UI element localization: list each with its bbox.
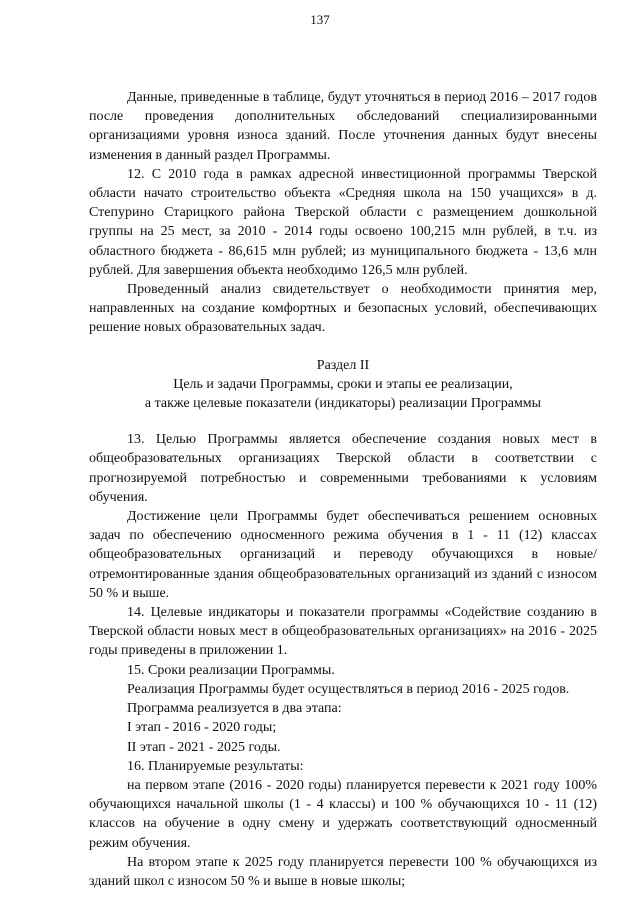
section-number: Раздел II [316, 357, 370, 373]
paragraph-second-stage-results: На втором этапе к 2025 году планируется перевести 100 % обучающихся из зданий школ с износом 50 % и выше в новые школы; [89, 854, 597, 889]
page-number: 137 [310, 12, 330, 27]
paragraph-goal-achievement: Достижение цели Программы будет обеспечиваться решением основных задач по обеспечению односменного режима обучения в 1 - 11 (12) классах общеобразовательных организаций и переводу обучающихся в новые/отремонтированные здания общеобразовательных организаций из зданий с износом 50 % и выше. [89, 509, 597, 601]
section-title-line-1: Цель и задачи Программы, сроки и этапы ее реализации, [173, 376, 513, 392]
paragraph-14-indicators: 14. Целевые индикаторы и показатели программы «Содействие созданию в Тверской области новых мест в общеобразовательных организациях» на 2016 - 2025 годы приведены в приложении 1. [89, 605, 597, 659]
paragraph-implementation-period: Реализация Программы будет осуществляться в период 2016 - 2025 годов. [127, 681, 570, 697]
paragraph-table-update: Данные, приведенные в таблице, будут уточняться в период 2016 – 2017 годов после проведения дополнительных обследований специализированными организациями уровня износа зданий. После уточнения данных будут внесены изменения в данный раздел Программы. [89, 90, 597, 163]
document-body [89, 88, 597, 891]
paragraph-16-results: 16. Планируемые результаты: [127, 758, 304, 774]
section-title-line-2: а также целевые показатели (индикаторы) реализации Программы [144, 396, 542, 412]
paragraph-first-stage-results: на первом этапе (2016 - 2020 годы) планируется перевести к 2021 году 100% обучающихся начальной школы (1 - 4 классы) и 100 % обучающихся 10 - 11 (12) классов на обучение в одну смену и удержать соответствующий односменный режим обучения. [89, 777, 597, 851]
paragraph-analysis: Проведенный анализ свидетельствует о необходимости принятия мер, направленных на создание комфортных и безопасных условий, обеспечивающих решение новых образовательных задач. [89, 282, 597, 336]
paragraph-12-school-construction: 12. С 2010 года в рамках адресной инвестиционной программы Тверской области начато строительство объекта «Средняя школа на 150 учащихся» в д. Степурино Старицкого района Тверской области с размещением дошкольной группы на 25 мест, за 2010 - 2014 годы освоено 100,215 млн рублей, в т.ч. из областного бюджета - 86,615 млн рублей; из муниципального бюджета - 13,6 млн рублей. Для завершения объекта необходимо 126,5 млн рублей. [89, 166, 597, 278]
paragraph-two-stages: Программа реализуется в два этапа: [127, 701, 342, 717]
paragraph-stage-1: I этап - 2016 - 2020 годы; [127, 720, 277, 736]
section-heading [89, 356, 597, 414]
paragraph-13-goal: 13. Целью Программы является обеспечение создания новых мест в общеобразовательных организациях Тверской области в соответствии с прогнозируемой потребностью и современными требованиями к условиям обучения. [89, 432, 597, 505]
paragraph-stage-2: II этап - 2021 - 2025 годы. [127, 739, 281, 755]
paragraph-15-terms: 15. Сроки реализации Программы. [127, 662, 335, 678]
